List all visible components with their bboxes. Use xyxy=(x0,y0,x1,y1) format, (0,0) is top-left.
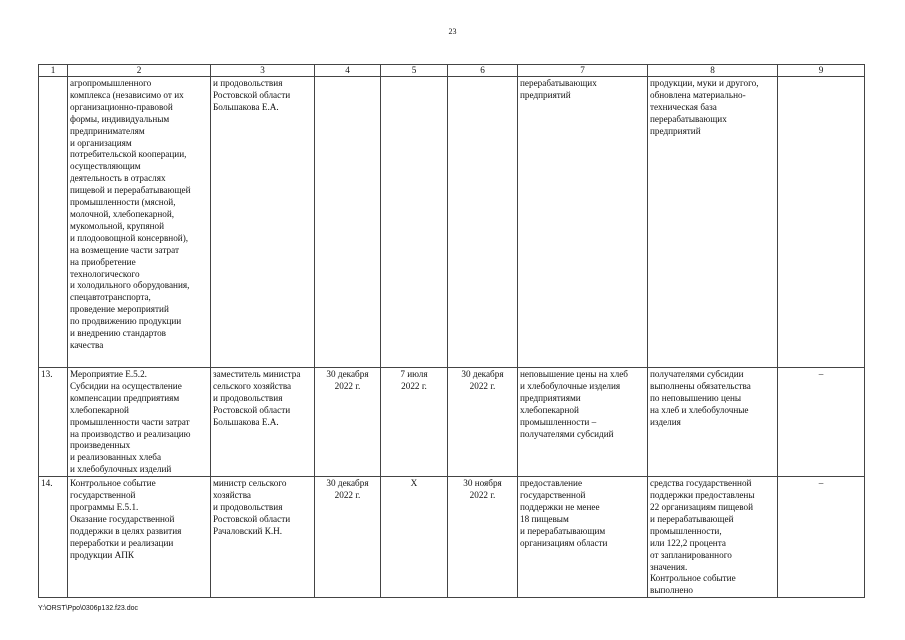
col9-value xyxy=(778,77,865,368)
expected-result: перерабатывающих предприятий xyxy=(518,77,648,368)
report-table xyxy=(38,64,865,598)
responsible-person: министр сельского хозяйства и продовольствия Ростовской области Рачаловский К.Н. xyxy=(211,477,315,598)
col9-value: – xyxy=(778,368,865,477)
event-name: Мероприятие Е.5.2. Субсидии на осуществление компенсации предприятиям хлебопекарной промышленности части затрат на производство и реализацию произведенных и реализованных хлеба и хлебобулочных изделий xyxy=(68,368,211,477)
column-header: 2 xyxy=(68,65,211,77)
column-header: 8 xyxy=(648,65,778,77)
expected-result: неповышение цены на хлеб и хлебобулочные изделия предприятиями хлебопекарной промышленности – получателями субсидий xyxy=(518,368,648,477)
footer-file-path: Y:\ORST\Ppo\0306p132.f23.doc xyxy=(38,605,139,612)
planned-start-date: 30 декабря 2022 г. xyxy=(315,368,381,477)
column-header: 3 xyxy=(211,65,315,77)
expected-result: предоставление государственной поддержки не менее 18 пищевым и перерабатывающим организациям области xyxy=(518,477,648,598)
planned-start-date: 30 декабря 2022 г. xyxy=(315,477,381,598)
event-name: Контрольное событие государственной программы Е.5.1. Оказание государственной поддержки в целях развития переработки и реализации продукции АПК xyxy=(68,477,211,598)
planned-end-date: 30 ноября 2022 г. xyxy=(448,477,518,598)
planned-end-date xyxy=(448,77,518,368)
actual-result: получателями субсидии выполнены обязательства по неповышению цены на хлеб и хлебобулочные изделия xyxy=(648,368,778,477)
column-header: 1 xyxy=(39,65,68,77)
page-number: 23 xyxy=(448,27,457,36)
column-header: 6 xyxy=(448,65,518,77)
col9-value: – xyxy=(778,477,865,598)
row-number: 14. xyxy=(39,477,68,598)
column-header: 5 xyxy=(381,65,448,77)
responsible-person: заместитель министра сельского хозяйства и продовольствия Ростовской области Большакова Е.А. xyxy=(211,368,315,477)
actual-start-date: Х xyxy=(381,477,448,598)
planned-start-date xyxy=(315,77,381,368)
table-row xyxy=(39,368,865,477)
column-header: 7 xyxy=(518,65,648,77)
actual-result: средства государственной поддержки предоставлены 22 организациям пищевой и перерабатывающей промышленности, или 122,2 процента от запланированного значения. Контрольное событие выполнено xyxy=(648,477,778,598)
event-name: агропромышленного комплекса (независимо от их организационно-правовой формы, индивидуальным предпринимателям и организациям потребительской кооперации, осуществляющим деятельность в отраслях пищевой и перерабатывающей промышленности (мясной, молочной, хлебопекарной, мукомольной, крупяной и плодоовощной консервной), на возмещение части затрат на приобретение технологического и холодильного оборудования, спецавтотранспорта, проведение мероприятий по продвижению продукции и внедрению стандартов качества xyxy=(68,77,211,368)
actual-start-date: 7 июля 2022 г. xyxy=(381,368,448,477)
header-row xyxy=(39,65,865,77)
planned-end-date: 30 декабря 2022 г. xyxy=(448,368,518,477)
table-row xyxy=(39,477,865,598)
actual-result: продукции, муки и другого, обновлена материально- техническая база перерабатывающих предприятий xyxy=(648,77,778,368)
column-header: 4 xyxy=(315,65,381,77)
actual-start-date xyxy=(381,77,448,368)
column-header: 9 xyxy=(778,65,865,77)
row-number xyxy=(39,77,68,368)
responsible-person: и продовольствия Ростовской области Большакова Е.А. xyxy=(211,77,315,368)
row-number: 13. xyxy=(39,368,68,477)
table-row xyxy=(39,77,865,368)
